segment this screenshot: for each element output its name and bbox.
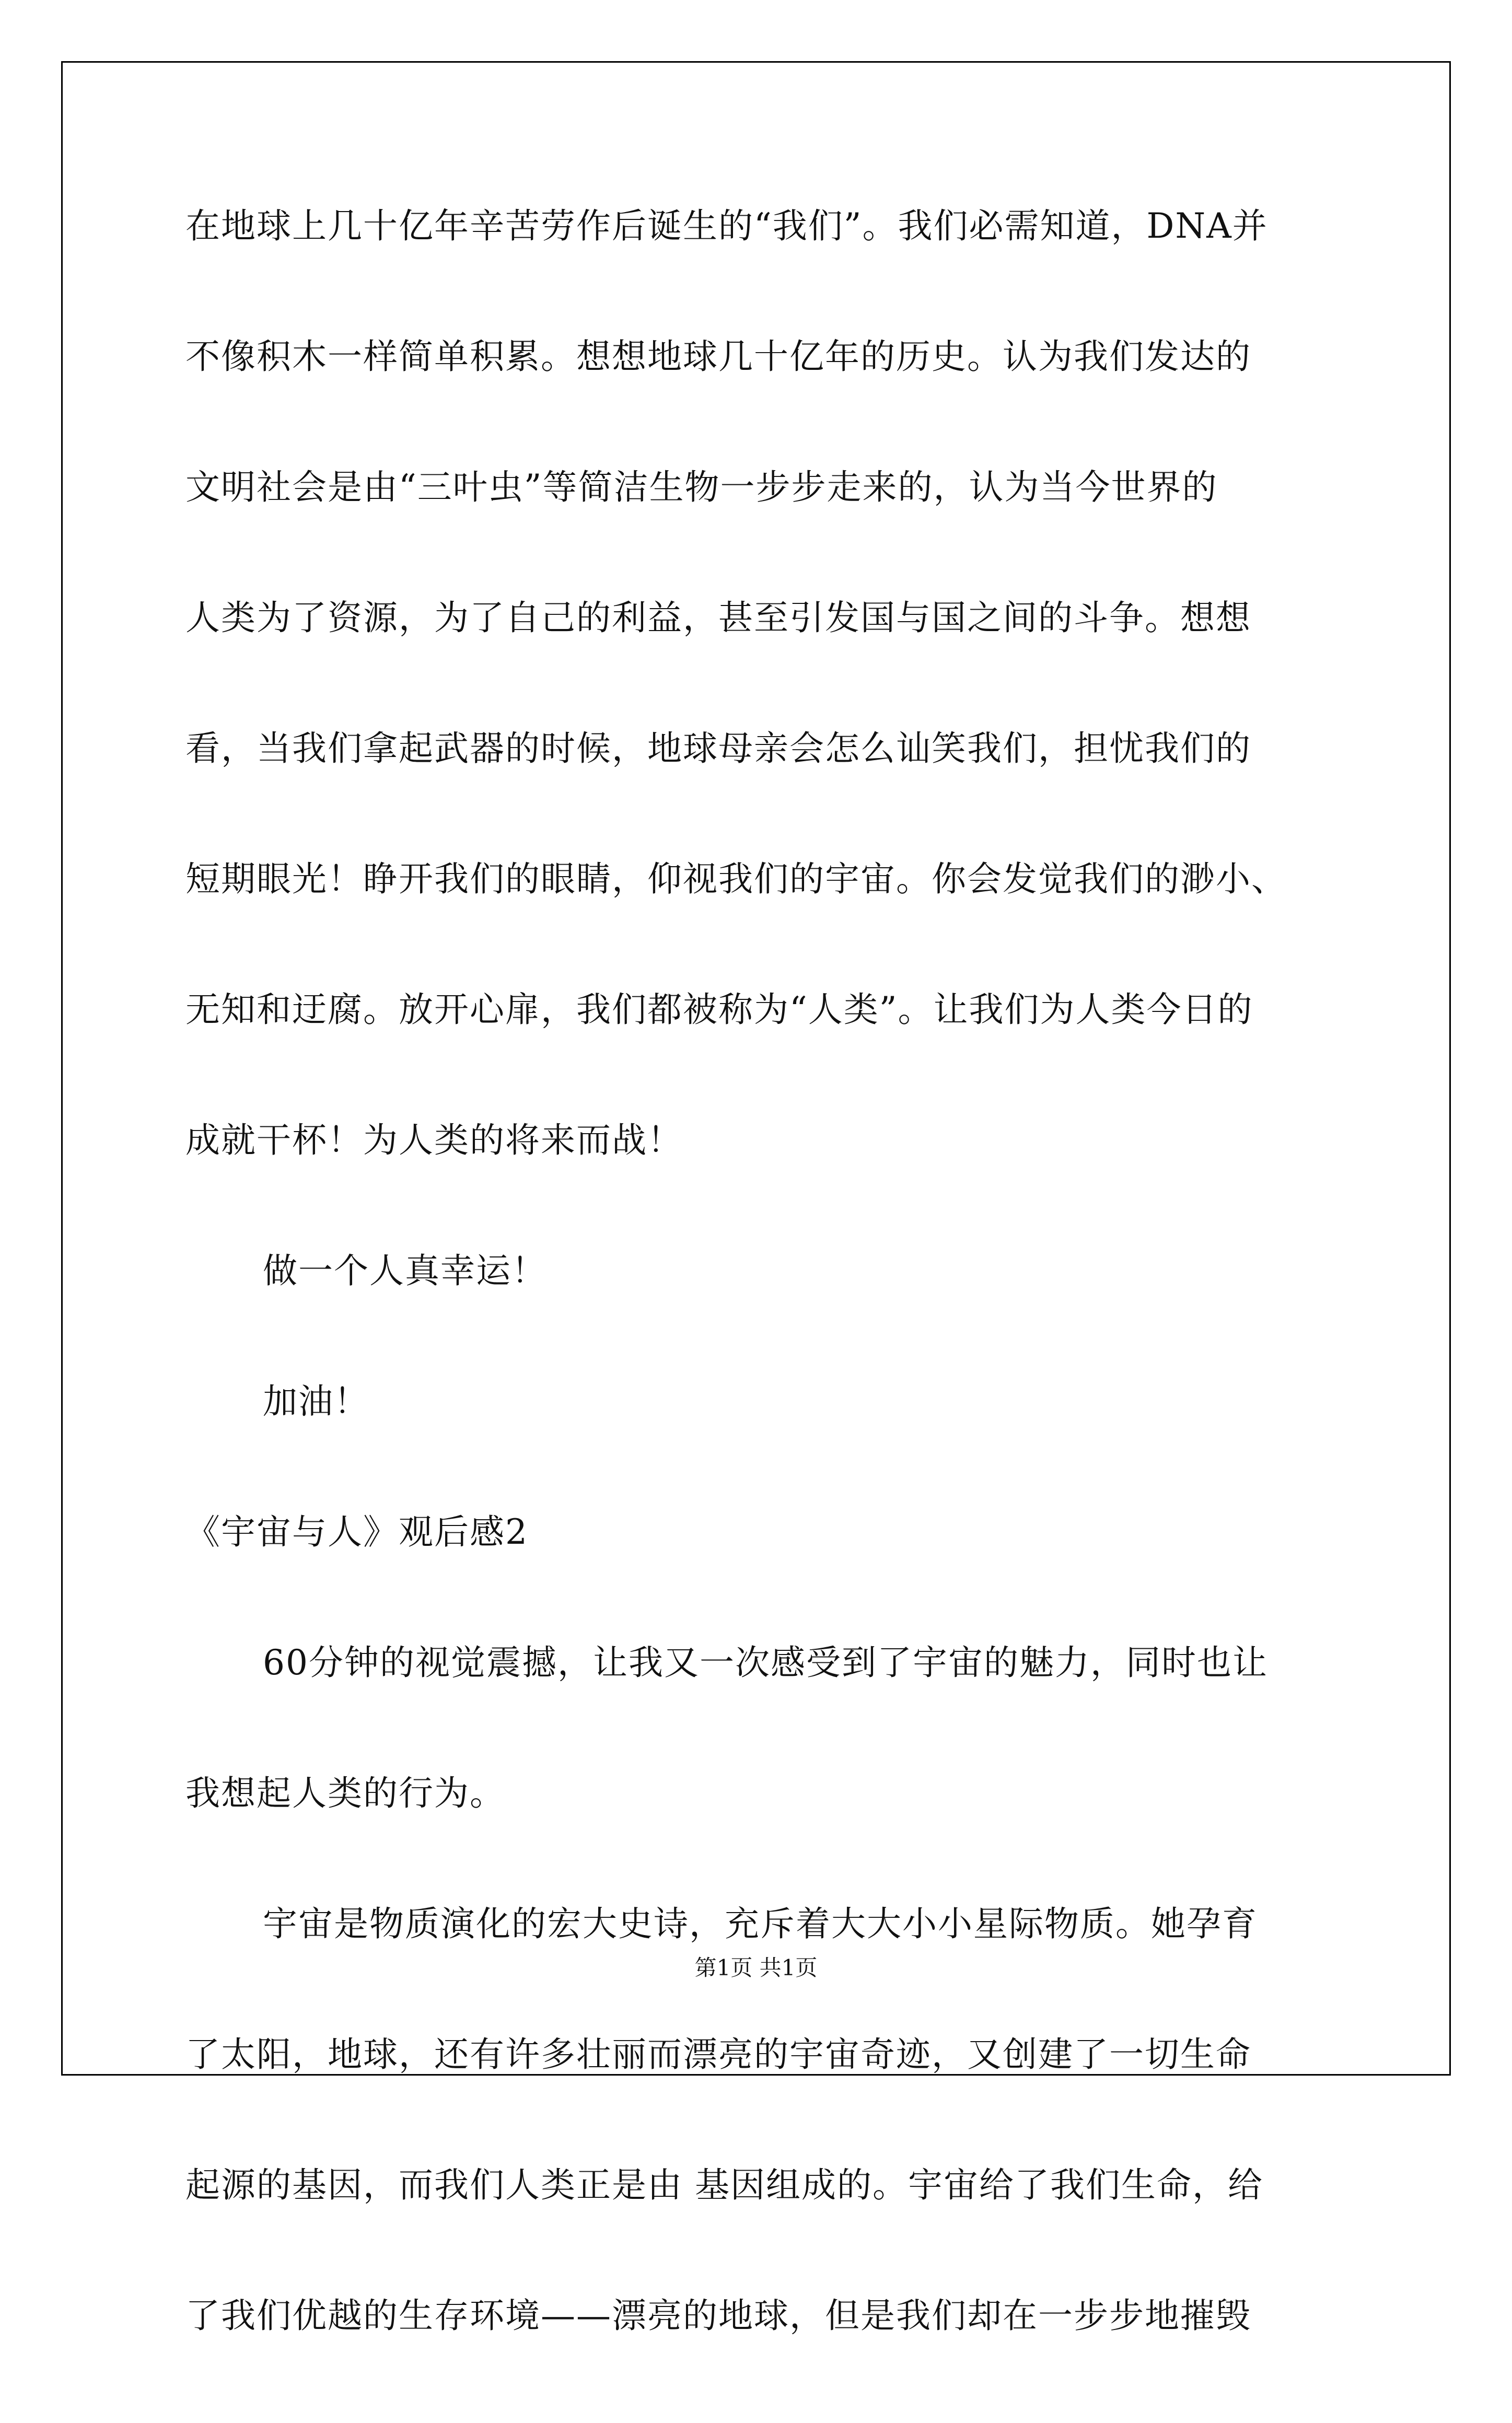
text-line: 在地球上几十亿年辛苦劳作后诞生的“我们”。我们必需知道，DNA并 bbox=[185, 206, 1268, 246]
text-line: 宇宙是物质演化的宏大史诗，充斥着大大小小星际物质。她孕育 bbox=[263, 1904, 1258, 1944]
text-line: 起源的基因，而我们人类正是由 基因组成的。宇宙给了我们生命，给 bbox=[185, 2165, 1263, 2205]
text-line: 短期眼光！睁开我们的眼睛，仰视我们的宇宙。你会发觉我们的渺小、 bbox=[185, 859, 1287, 899]
text-line: 我想起人类的行为。 bbox=[185, 1773, 505, 1813]
text-line: 了我们优越的生存环境——漂亮的地球，但是我们却在一步步地摧毁 bbox=[185, 2296, 1251, 2336]
text-line: 加油！ bbox=[263, 1381, 369, 1422]
section-heading: 《宇宙与人》观后感2 bbox=[185, 1512, 528, 1552]
document-body bbox=[185, 203, 1335, 2423]
text-line: 了太阳，地球，还有许多壮丽而漂亮的宇宙奇迹，又创建了一切生命 bbox=[185, 2034, 1251, 2075]
text-line: 不像积木一样简单积累。想想地球几十亿年的历史。认为我们发达的 bbox=[185, 336, 1251, 377]
text-line: 成就干杯！为人类的将来而战！ bbox=[185, 1120, 683, 1160]
text-line: 文明社会是由“三叶虫”等简洁生物一步步走来的，认为当今世界的 bbox=[185, 467, 1218, 507]
text-line: 人类为了资源，为了自己的利益，甚至引发国与国之间的斗争。想想 bbox=[185, 598, 1251, 638]
text-line: 看，当我们拿起武器的时候，地球母亲会怎么讪笑我们，担忧我们的 bbox=[185, 728, 1251, 768]
page-footer: 第1页 共1页 bbox=[694, 1955, 818, 1981]
text-line: 做一个人真幸运！ bbox=[263, 1251, 547, 1291]
text-line: 60分钟的视觉震撼，让我又一次感受到了宇宙的魅力，同时也让 bbox=[263, 1642, 1268, 1683]
text-line: 无知和迂腐。放开心扉，我们都被称为“人类”。让我们为人类今日的 bbox=[185, 989, 1253, 1030]
